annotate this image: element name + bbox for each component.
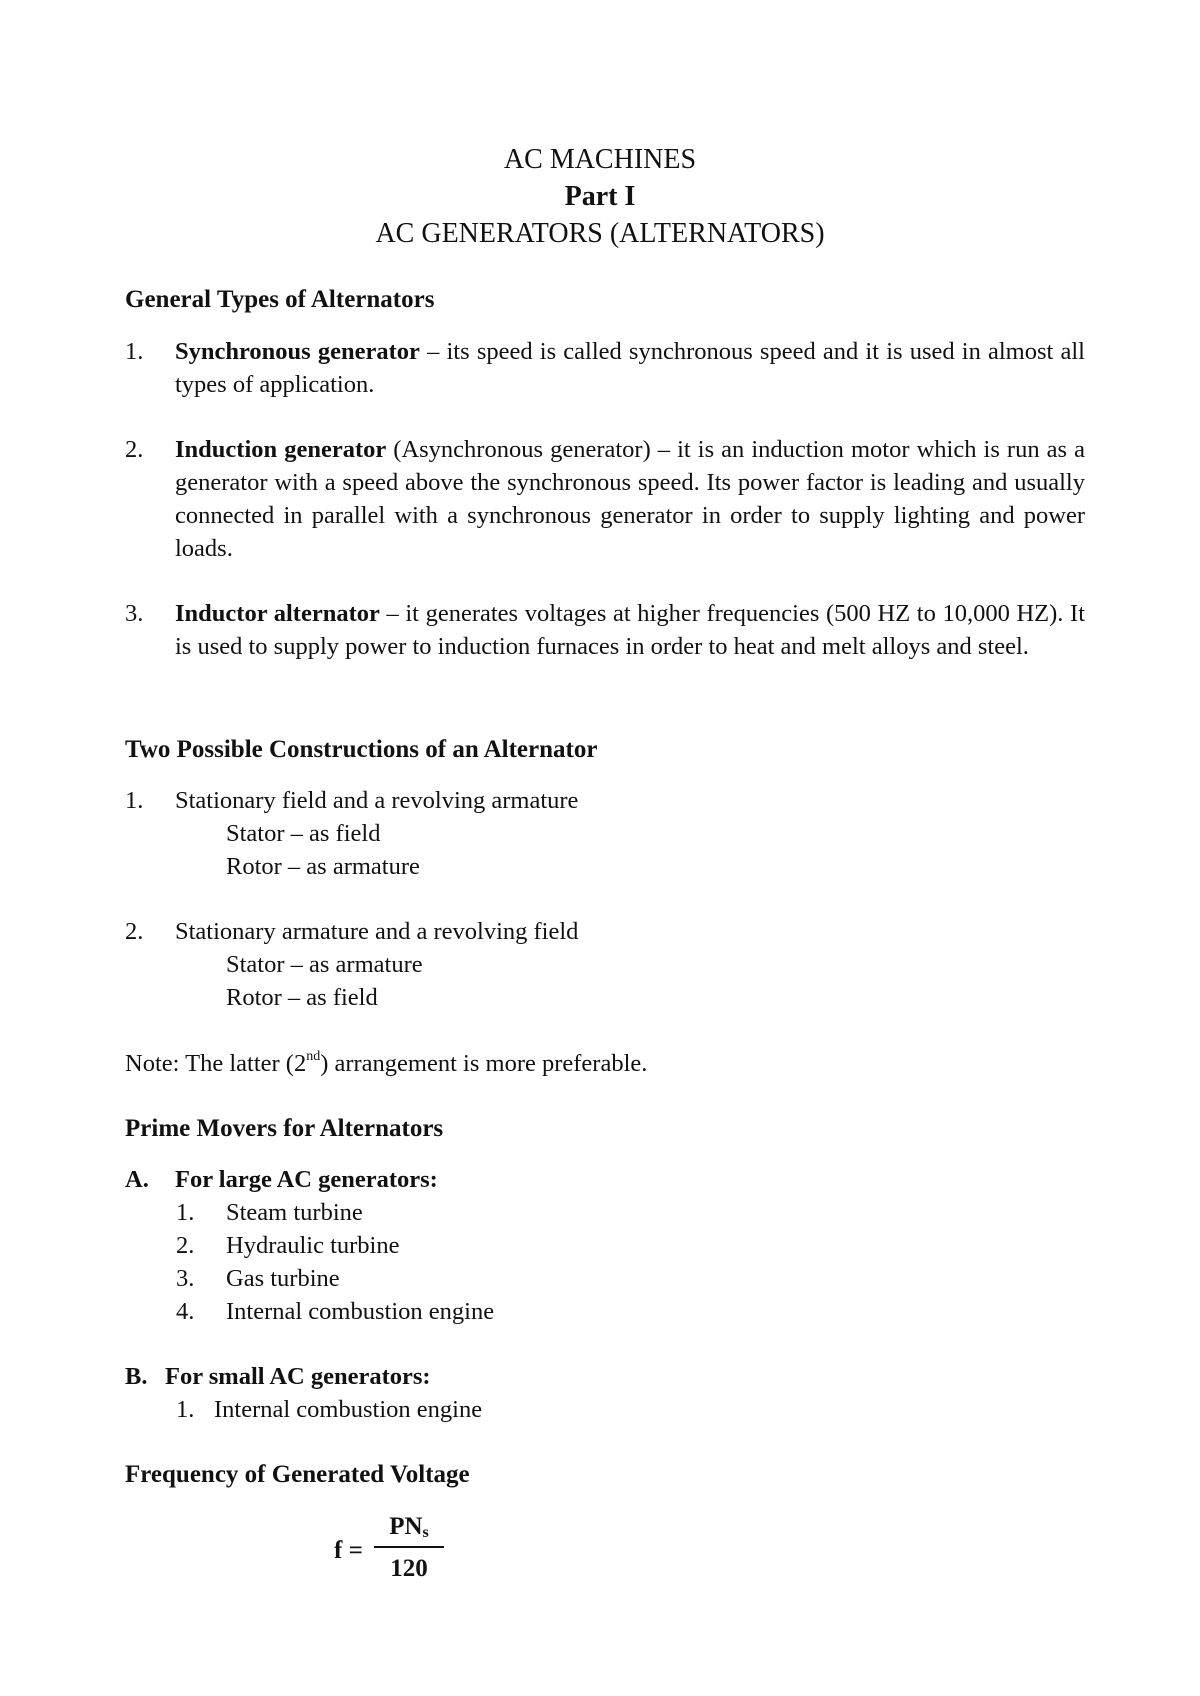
list-number: 1. xyxy=(125,787,144,814)
list-item-body xyxy=(175,335,1085,401)
sub-item-stator: Stator – as armature xyxy=(226,951,423,978)
note-text-end: ) arrangement is more preferable. xyxy=(320,1050,648,1077)
section-heading-constructions: Two Possible Constructions of an Alternator xyxy=(125,736,598,763)
title-line-2: Part I xyxy=(564,181,636,212)
term: Synchronous generator xyxy=(175,338,420,365)
list-text: Internal combustion engine xyxy=(226,1298,495,1325)
section-heading-prime-movers: Prime Movers for Alternators xyxy=(125,1115,444,1142)
sub-item-rotor: Rotor – as armature xyxy=(226,853,420,880)
list-number: 1. xyxy=(176,1199,195,1226)
group-label: A. xyxy=(125,1166,149,1193)
term: Induction generator xyxy=(175,436,387,463)
list-number: 3. xyxy=(125,600,144,627)
list-item-body xyxy=(175,433,1085,565)
list-text: Internal combustion engine xyxy=(214,1396,483,1423)
formula-numerator xyxy=(374,1510,444,1544)
formula-denominator: 120 xyxy=(390,1555,428,1582)
title-line-1: AC MACHINES xyxy=(503,144,697,175)
group-b-title xyxy=(125,1360,431,1393)
note-text: Note: The latter (2 xyxy=(125,1050,307,1077)
list-item-inductor-alternator xyxy=(125,597,1085,663)
list-number: 1. xyxy=(176,1396,195,1423)
group-title: For large AC generators: xyxy=(175,1166,438,1193)
sub-item-stator: Stator – as field xyxy=(226,820,381,847)
list-item xyxy=(176,1196,363,1229)
sub-item-rotor: Rotor – as field xyxy=(226,984,378,1011)
note-superscript: nd xyxy=(306,1049,321,1064)
list-item-stationary-field xyxy=(125,784,1085,817)
list-item xyxy=(176,1229,400,1262)
section-heading-frequency: Frequency of Generated Voltage xyxy=(125,1461,470,1488)
list-text: Gas turbine xyxy=(226,1265,340,1292)
document-title xyxy=(0,141,1200,252)
group-a-title xyxy=(125,1163,438,1196)
description: (Asynchronous generator) – it is an induction motor which is run as a generator with a speed above the synchronous speed. Its power factor is leading and usually connected in parallel with a synchronous generator in order to supply lighting and power loads. xyxy=(175,436,1085,562)
list-item xyxy=(176,1262,340,1295)
list-item-body: Stationary armature and a revolving field xyxy=(175,918,579,945)
list-number: 2. xyxy=(125,918,144,945)
list-number: 2. xyxy=(125,436,144,463)
numerator-subscript: s xyxy=(422,1524,429,1541)
formula-fraction xyxy=(374,1510,444,1586)
term: Inductor alternator xyxy=(175,600,380,627)
list-item-induction-generator xyxy=(125,433,1085,565)
title-line-3: AC GENERATORS (ALTERNATORS) xyxy=(375,218,825,249)
list-text: Hydraulic turbine xyxy=(226,1232,400,1259)
description: – it generates voltages at higher frequencies (500 HZ to 10,000 HZ). It is used to supply power to induction furnaces in order to heat and melt alloys and steel. xyxy=(175,600,1086,660)
note xyxy=(125,1047,647,1080)
list-number: 3. xyxy=(176,1265,195,1292)
list-number: 2. xyxy=(176,1232,195,1259)
fraction-bar xyxy=(374,1546,444,1548)
list-item xyxy=(176,1295,494,1328)
formula-lhs: f = xyxy=(334,1537,363,1564)
list-number: 1. xyxy=(125,338,144,365)
list-text: Steam turbine xyxy=(226,1199,363,1226)
description: – its speed is called synchronous speed and it is used in almost all types of application. xyxy=(175,338,1085,398)
group-title: For small AC generators: xyxy=(165,1363,431,1390)
section-heading-general-types: General Types of Alternators xyxy=(125,286,435,313)
numerator-text: PN xyxy=(389,1513,423,1540)
list-item-synchronous-generator xyxy=(125,335,1085,401)
list-item-body: Stationary field and a revolving armature xyxy=(175,787,579,814)
list-item xyxy=(176,1393,482,1426)
frequency-formula xyxy=(334,1510,444,1590)
group-label: B. xyxy=(125,1363,148,1390)
list-item-body xyxy=(175,597,1085,663)
list-item-stationary-armature xyxy=(125,915,1085,948)
list-number: 4. xyxy=(176,1298,195,1325)
